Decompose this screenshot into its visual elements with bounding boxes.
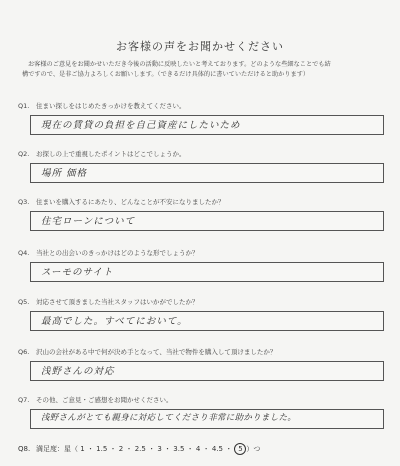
rating-separator: ・ <box>202 445 210 453</box>
intro-text <box>22 60 384 80</box>
question-label <box>18 197 386 206</box>
question-4 <box>18 248 386 278</box>
rating-separator: ・ <box>164 445 172 453</box>
question-label <box>18 297 386 306</box>
rating-row <box>18 443 260 455</box>
question-3 <box>18 197 386 227</box>
answer-box[interactable] <box>30 409 384 429</box>
answer-text: 場所 価格 <box>41 168 88 179</box>
question-number: Q4. <box>18 249 30 257</box>
rating-option[interactable]: 2 <box>118 445 124 453</box>
answer-box[interactable] <box>30 262 384 282</box>
question-number: Q5. <box>18 298 30 306</box>
answer-text: 最高でした。すべてにおいて。 <box>41 316 188 327</box>
question-text: 対応させて頂きました当社スタッフはいかがでしたか？ <box>36 298 199 306</box>
rating-label: 満足度：星（ <box>36 445 78 453</box>
question-5 <box>18 297 386 327</box>
question-number: Q7. <box>18 396 30 404</box>
rating-option[interactable]: 1 <box>80 445 85 453</box>
answer-box[interactable] <box>30 163 384 183</box>
answer-text: スーモのサイト <box>41 267 114 278</box>
answer-text: 浅野さんの対応 <box>41 366 115 377</box>
question-label <box>18 149 386 158</box>
answer-text: 現在の賃貸の負担を自己資産にしたいため <box>41 120 241 131</box>
rating-separator: ・ <box>148 445 156 453</box>
answer-box[interactable] <box>30 361 384 381</box>
question-7 <box>18 395 386 423</box>
rating-option[interactable]: 3.5 <box>173 445 185 453</box>
rating-option[interactable]: 4 <box>195 445 201 453</box>
question-text: 当社との出会いのきっかけはどのような形でしょうか？ <box>36 249 199 257</box>
question-number: Q6. <box>18 348 30 356</box>
rating-separator: ・ <box>186 445 194 453</box>
question-label <box>18 347 386 356</box>
rating-separator: ・ <box>125 445 133 453</box>
question-text: 住まい探しをはじめたきっかけを教えてください。 <box>36 102 186 110</box>
question-label <box>18 101 386 110</box>
intro-line-1: お客様のご意見をお聞かせいただき今後の活動に反映したいと考えております。どのような些細なことでも結 <box>28 61 331 68</box>
answer-box[interactable] <box>30 115 384 135</box>
question-2 <box>18 149 386 179</box>
question-number: Q1. <box>18 102 30 110</box>
rating-option[interactable]: 3 <box>157 445 162 453</box>
rating-separator: ・ <box>86 445 94 453</box>
question-text: 住まいを購入するにあたり、どんなことが不安になりましたか？ <box>36 198 225 206</box>
question-label <box>18 248 386 257</box>
answer-text: 住宅ローンについて <box>41 216 136 227</box>
rating-separator: ・ <box>109 445 117 453</box>
question-number: Q8. <box>18 445 31 453</box>
intro-line-2: 構ですので、是非ご協力よろしくお願いします。（できるだけ具体的に書いていただけると助かります） <box>22 71 310 78</box>
rating-suffix: ）つ <box>246 445 261 453</box>
answer-box[interactable] <box>30 211 384 231</box>
rating-option[interactable]: 2.5 <box>134 445 146 453</box>
rating-separator: ・ <box>225 445 233 453</box>
page-title: お客様の声をお聞かせください <box>116 40 284 53</box>
question-text: 沢山の会社がある中で何が決め手となって、当社で物件を購入して頂けましたか？ <box>36 348 277 356</box>
rating-option-selected[interactable]: 5 <box>234 443 246 455</box>
question-1 <box>18 101 386 131</box>
rating-option[interactable]: 1.5 <box>96 445 108 453</box>
question-label <box>18 395 386 404</box>
question-text: その他、ご意見・ご感想をお聞かせください。 <box>36 396 173 404</box>
answer-text: 浅野さんがとても親身に対応してくださり非常に助かりました。 <box>41 413 297 423</box>
question-text: お探しの上で重視したポイントはどこでしょうか。 <box>36 150 186 158</box>
question-number: Q3. <box>18 198 30 206</box>
answer-box[interactable] <box>30 311 384 331</box>
question-6 <box>18 347 386 377</box>
question-number: Q2. <box>18 150 30 158</box>
rating-option[interactable]: 4.5 <box>211 445 223 453</box>
